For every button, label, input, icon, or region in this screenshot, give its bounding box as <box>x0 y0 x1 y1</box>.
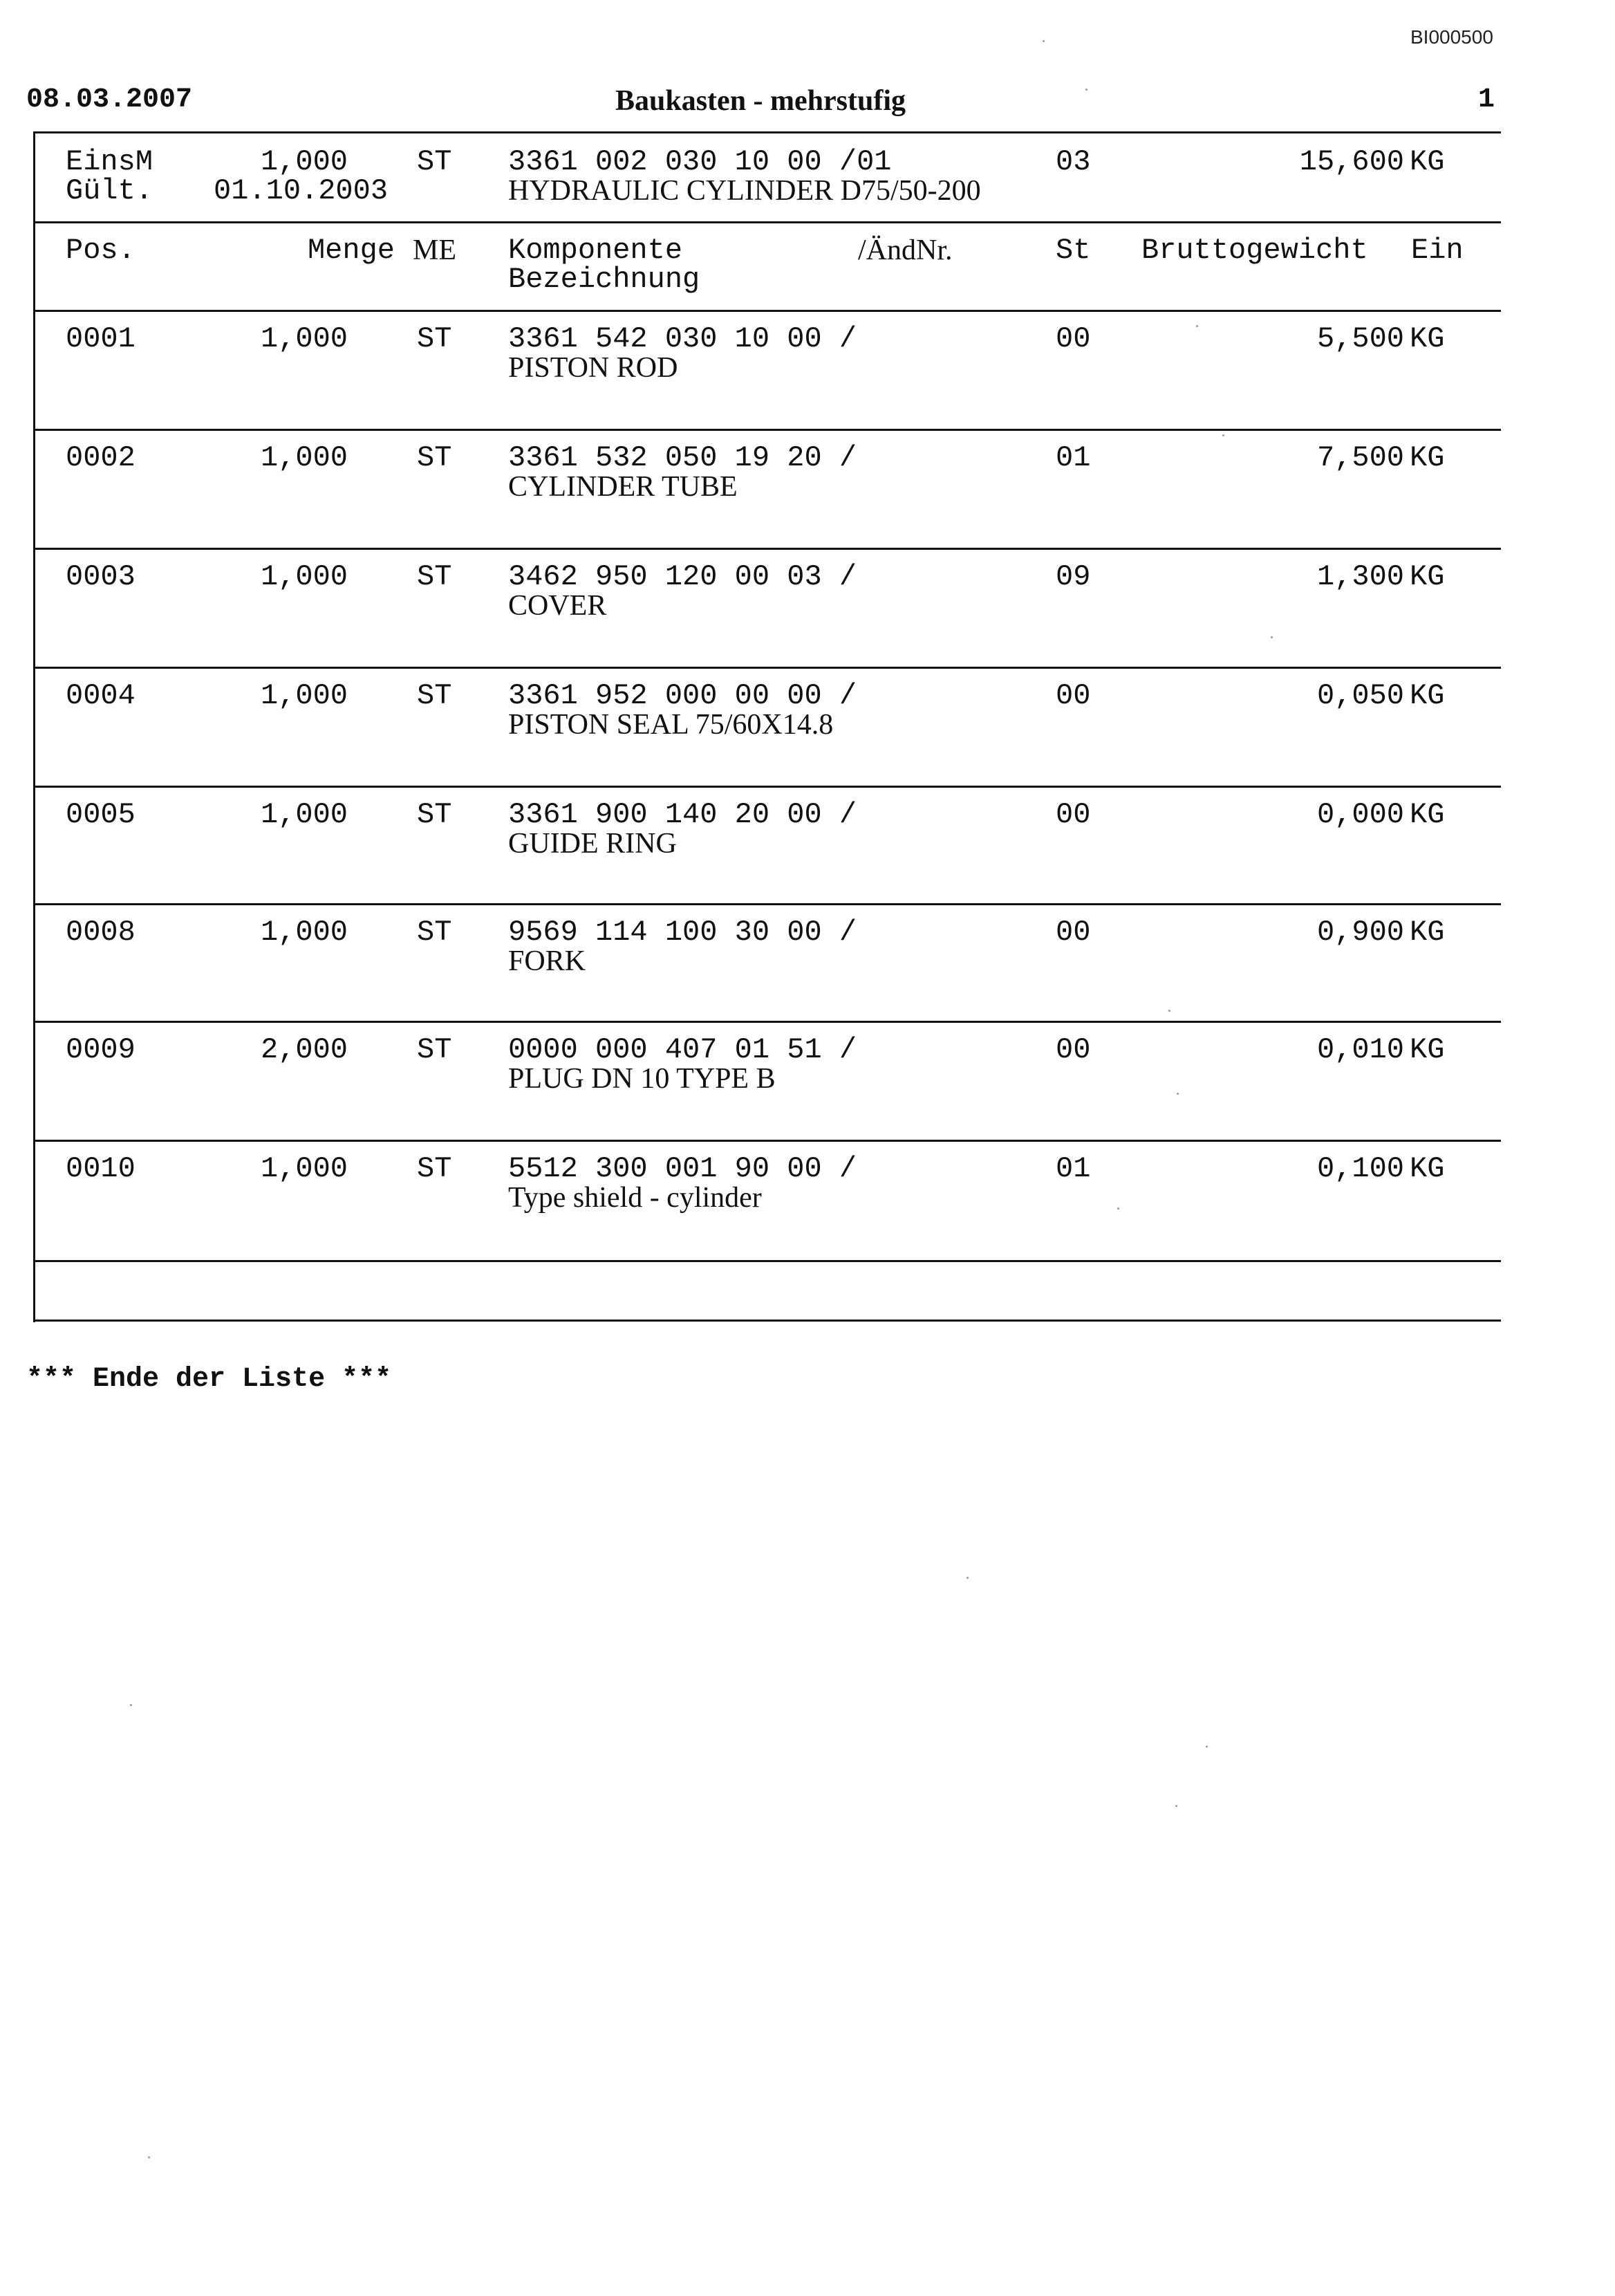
page-header <box>26 84 1495 123</box>
row-menge: 1,000 <box>260 322 348 355</box>
row-divider <box>35 667 1501 669</box>
row-bezeichnung: GUIDE RING <box>508 828 677 860</box>
assembly-me: ST <box>417 145 452 178</box>
validity-date: 01.10.2003 <box>214 174 389 207</box>
row-divider <box>35 903 1501 905</box>
row-ein: KG <box>1410 560 1445 593</box>
row-me: ST <box>417 679 452 712</box>
rule-top <box>35 131 1501 133</box>
row-st: 00 <box>1056 916 1091 949</box>
row-komponente: 0000 000 407 01 51 / <box>508 1033 857 1066</box>
report-date: 08.03.2007 <box>26 84 193 115</box>
col-header-menge: Menge <box>307 234 395 267</box>
assembly-st: 03 <box>1056 145 1091 178</box>
row-pos: 0009 <box>66 1033 136 1066</box>
row-me: ST <box>417 798 452 831</box>
scan-speck <box>1206 1746 1208 1748</box>
row-ein: KG <box>1410 679 1445 712</box>
row-divider <box>35 548 1501 550</box>
row-menge: 1,000 <box>260 441 348 474</box>
row-pos: 0005 <box>66 798 136 831</box>
row-menge: 1,000 <box>260 1152 348 1185</box>
row-menge: 1,000 <box>260 798 348 831</box>
row-bezeichnung: FORK <box>508 945 586 977</box>
row-gewicht: 0,050 <box>1316 679 1404 712</box>
row-st: 01 <box>1056 1152 1091 1185</box>
assembly-komponente: 3361 002 030 10 00 /01 <box>508 145 892 178</box>
assembly-ein: KG <box>1410 145 1445 178</box>
scan-speck <box>967 1577 969 1579</box>
row-komponente: 3361 900 140 20 00 / <box>508 798 857 831</box>
row-menge: 1,000 <box>260 560 348 593</box>
col-header-me: ME <box>413 234 456 266</box>
row-komponente: 3462 950 120 00 03 / <box>508 560 857 593</box>
col-header-st: St <box>1056 234 1091 267</box>
row-ein: KG <box>1410 798 1445 831</box>
col-header-aendnr: /ÄndNr. <box>858 234 953 266</box>
validity-label: Gült. <box>66 174 153 207</box>
row-divider <box>35 429 1501 431</box>
row-me: ST <box>417 1152 452 1185</box>
row-st: 00 <box>1056 798 1091 831</box>
row-pos: 0003 <box>66 560 136 593</box>
row-divider <box>35 1021 1501 1023</box>
row-menge: 2,000 <box>260 1033 348 1066</box>
col-header-gewicht: Bruttogewicht <box>1141 234 1368 267</box>
report-title: Baukasten - mehrstufig <box>615 85 906 117</box>
row-divider <box>35 786 1501 788</box>
col-header-bezeichnung: Bezeichnung <box>508 263 700 296</box>
row-st: 00 <box>1056 679 1091 712</box>
row-divider <box>35 1260 1501 1262</box>
row-ein: KG <box>1410 916 1445 949</box>
row-komponente: 3361 542 030 10 00 / <box>508 322 857 355</box>
row-me: ST <box>417 441 452 474</box>
rule-after-columns <box>35 310 1501 312</box>
row-me: ST <box>417 560 452 593</box>
col-header-ein: Ein <box>1411 234 1464 267</box>
scan-speck <box>1222 434 1224 436</box>
row-me: ST <box>417 322 452 355</box>
scan-speck <box>1175 1805 1177 1807</box>
scan-speck <box>1168 1010 1170 1012</box>
row-pos: 0004 <box>66 679 136 712</box>
row-bezeichnung: CYLINDER TUBE <box>508 471 738 503</box>
page-number: 1 <box>1477 84 1495 115</box>
scan-speck <box>1177 1093 1179 1095</box>
row-ein: KG <box>1410 1152 1445 1185</box>
row-bezeichnung: PLUG DN 10 TYPE B <box>508 1063 776 1095</box>
row-me: ST <box>417 1033 452 1066</box>
row-bezeichnung: Type shield - cylinder <box>508 1182 762 1214</box>
row-gewicht: 0,000 <box>1316 798 1404 831</box>
row-menge: 1,000 <box>260 916 348 949</box>
row-gewicht: 0,010 <box>1316 1033 1404 1066</box>
row-st: 00 <box>1056 322 1091 355</box>
scan-speck <box>148 2156 150 2158</box>
row-pos: 0010 <box>66 1152 136 1185</box>
rule-after-assembly <box>35 221 1501 223</box>
scan-speck <box>1271 636 1273 638</box>
row-gewicht: 0,100 <box>1316 1152 1404 1185</box>
row-st: 01 <box>1056 441 1091 474</box>
row-bezeichnung: PISTON ROD <box>508 352 678 384</box>
row-bezeichnung: PISTON SEAL 75/60X14.8 <box>508 709 834 741</box>
row-gewicht: 7,500 <box>1316 441 1404 474</box>
row-st: 00 <box>1056 1033 1091 1066</box>
row-ein: KG <box>1410 1033 1445 1066</box>
assembly-description: HYDRAULIC CYLINDER D75/50-200 <box>508 175 981 207</box>
row-pos: 0008 <box>66 916 136 949</box>
assembly-menge: 1,000 <box>260 145 348 178</box>
row-komponente: 3361 532 050 19 20 / <box>508 441 857 474</box>
row-pos: 0002 <box>66 441 136 474</box>
row-divider <box>35 1140 1501 1142</box>
row-ein: KG <box>1410 322 1445 355</box>
bom-table <box>33 131 1501 1322</box>
document-id: BI000500 <box>1410 26 1493 48</box>
row-komponente: 3361 952 000 00 00 / <box>508 679 857 712</box>
row-komponente: 5512 300 001 90 00 / <box>508 1152 857 1185</box>
end-of-list: *** Ende der Liste *** <box>26 1364 392 1395</box>
col-header-pos: Pos. <box>66 234 136 267</box>
row-gewicht: 1,300 <box>1316 560 1404 593</box>
rule-bottom <box>35 1320 1501 1322</box>
col-header-komponente: Komponente <box>508 234 683 267</box>
row-gewicht: 0,900 <box>1316 916 1404 949</box>
row-komponente: 9569 114 100 30 00 / <box>508 916 857 949</box>
row-ein: KG <box>1410 441 1445 474</box>
row-menge: 1,000 <box>260 679 348 712</box>
row-gewicht: 5,500 <box>1316 322 1404 355</box>
scan-speck <box>1085 89 1087 91</box>
row-me: ST <box>417 916 452 949</box>
scan-speck <box>1196 325 1198 327</box>
scan-speck <box>1043 40 1045 42</box>
assembly-label: EinsM <box>66 145 153 178</box>
scan-speck <box>130 1704 132 1706</box>
scan-speck <box>1117 1207 1119 1210</box>
assembly-gewicht: 15,600 <box>1299 145 1404 178</box>
row-bezeichnung: COVER <box>508 590 607 622</box>
row-pos: 0001 <box>66 322 136 355</box>
row-st: 09 <box>1056 560 1091 593</box>
